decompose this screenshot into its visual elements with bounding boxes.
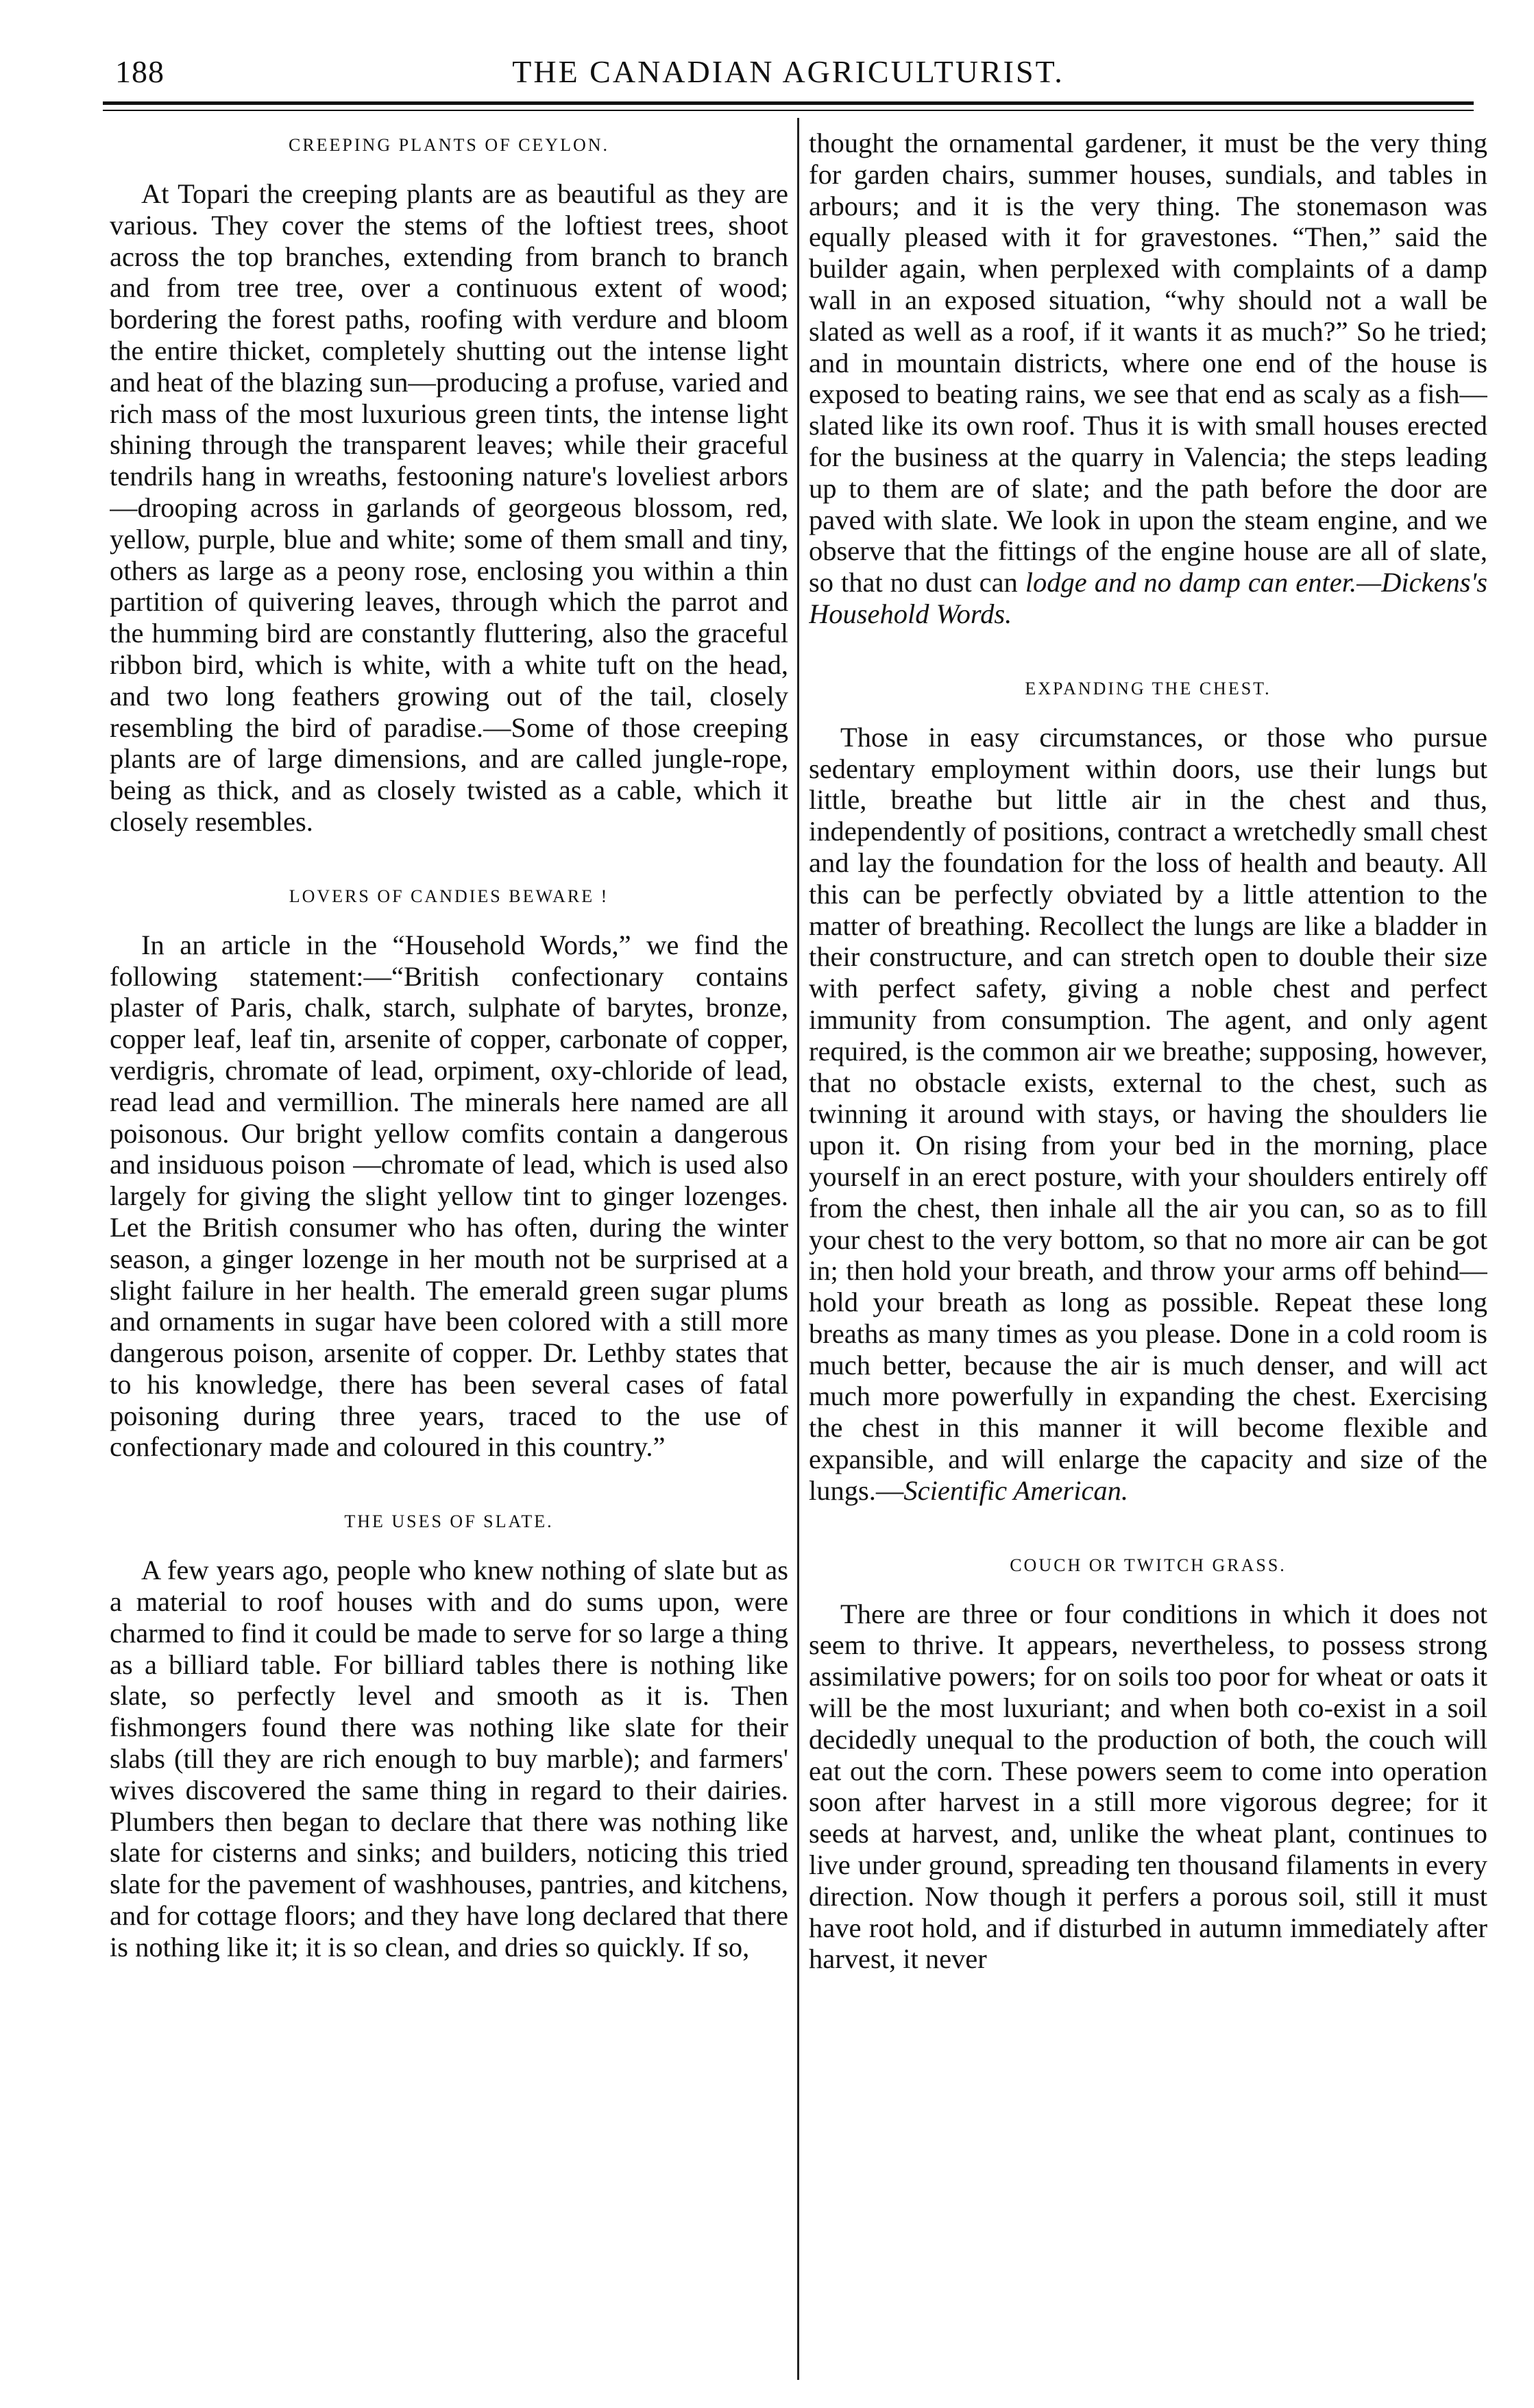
- page-header: [103, 48, 1474, 96]
- column-divider: [797, 118, 799, 2380]
- section-title-expanding-chest: EXPANDING THE CHEST.: [1025, 678, 1271, 698]
- page-number: 188: [115, 54, 165, 89]
- right-column: [809, 123, 1487, 2379]
- article-paragraph: In an article in the “Household Words,” we find the following statement:—“British confectionary contains plaster of Paris, chalk, starch, sulphate of barytes, bronze, copper leaf, leaf tin, arsenite of copper, carbonate of copper, verdigris, chromate of lead, orpiment, oxy-chloride of lead, read lead and vermillion. The minerals here named are all poisonous. Our bright yellow comfits contain a dangerous and insiduous poison —chromate of lead, which is used also largely for giving the slight yellow tint to ginger lozenges. Let the British consumer who has often, during the winter season, a ginger lozenge in her mouth not be surprised at a slight failure in her health. The emerald green sugar plums and ornaments in sugar have been colored with a still more dangerous poison, arsenite of copper. Dr. Lethby states that to his knowledge, there has been several cases of fatal poisoning during three years, traced to the use of confectionary made and coloured in this country.”: [110, 929, 788, 1463]
- header-rule-thin: [103, 110, 1474, 111]
- article-paragraph: [809, 722, 1487, 1507]
- article-text: thought the ornamental gardener, it must be the very thing for garden chairs, summer houses, sundials, and tables in arbours; and it is the very thing. The stonemason was equally pleased with it for gravestones. “Then,” said the builder again, when perplexed with complaints of a damp wall in an exposed situation, “why should not a wall be slated as well as a roof, if it wants it as much?” So he tried; and in mountain districts, where one end of the house is exposed to beating rains, we see that end as scaly as a fish—slated like its own roof. Thus it is with small houses erected for the business at the quarry in Valencia; the steps leading up to them are of slate; and the path before the door are paved with slate. We look in upon the steam engine, and we observe that the fittings of the engine house are all of slate, so that no dust can: [809, 127, 1487, 598]
- article-paragraph-continued: [809, 127, 1487, 630]
- section-title-lovers-of-candies: LOVERS OF CANDIES BEWARE !: [289, 886, 609, 906]
- article-citation: lodge and no damp can enter.—Dickens's Household Words.: [809, 567, 1487, 629]
- section-title-creeping-plants: CREEPING PLANTS OF CEYLON.: [288, 135, 610, 155]
- article-paragraph: A few years ago, people who knew nothing of slate but as a material to roof houses with and do sums upon, were charmed to find it could be made to serve for so large a thing as a billiard table. For billiard tables there is nothing like slate, so perfectly level and smooth as it is. Then fishmongers found there was nothing like slate for their slabs (till they are rich enough to buy marble); and farmers' wives discovered the same thing in regard to their dairies. Plumbers then began to declare that there was nothing like slate for cisterns and sinks; and builders, noticing this tried slate for the pavement of washhouses, pantries, and kitchens, and for cottage floors; and they have long declared that there is nothing like it; it is so clean, and dries so quickly. If so,: [110, 1555, 788, 1962]
- article-text: Those in easy circumstances, or those who pursue sedentary employment within doors, use their lungs but little, breathe but little air in the chest and thus, independently of positions, contract a wretchedly small chest and lay the foundation for the loss of health and beauty. All this can be perfectly obviated by a little attention to the matter of breathing. Recollect the lungs are like a bladder in their constructure, and can stretch open to double their size with perfect safety, giving a noble chest and perfect immunity from consumption. The agent, and only agent required, is the common air we breathe; supposing, however, that no obstacle exists, external to the chest, such as twinning it around with stays, or having the shoulders lie upon it. On rising from your bed in the morning, place yourself in an erect posture, with your shoulders entirely off from the chest, then inhale all the air you can, so as to fill your chest to the very bottom, so that no more air can be got in; then hold your breath, and throw your arms off behind—hold your breath as long as possible. Repeat these long breaths as many times as you please. Done in a cold room is much better, because the air is much denser, and will act much more powerfully in expanding the chest. Exercising the chest in this manner it will become flexible and expansible, and will enlarge the capacity and size of the lungs.—: [809, 721, 1487, 1506]
- header-rule-thick: [103, 101, 1474, 105]
- left-column: [110, 123, 788, 2379]
- article-citation: Scientific American.: [903, 1474, 1129, 1506]
- section-title-couch-grass: COUCH OR TWITCH GRASS.: [1010, 1555, 1287, 1575]
- article-paragraph: There are three or four conditions in which it does not seem to thrive. It appears, nevertheless, to possess strong assimilative powers; for on soils too poor for wheat or oats it will be the most luxuriant; and when both co-exist in a soil decidedly unequal to the production of both, the couch will eat out the corn. These powers seem to come into operation soon after harvest in a still more vigorous degree; for it seeds at harvest, and, unlike the wheat plant, continues to live under ground, spreading ten thousand filaments in every direction. Now though it perfers a porous soil, still it must have root hold, and if disturbed in autumn immediately after harvest, it never: [809, 1598, 1487, 1975]
- running-title: THE CANADIAN AGRICULTURIST.: [512, 54, 1064, 89]
- section-title-uses-of-slate: THE USES OF SLATE.: [344, 1511, 554, 1532]
- article-paragraph: At Topari the creeping plants are as beautiful as they are various. They cover the stems of the loftiest trees, shoot across the top branches, extending from branch to branch and from tree tree, over a continuous extent of wood; bordering the forest paths, roofing with verdure and bloom the entire thicket, completely shutting out the intense light and heat of the blazing sun—producing a profuse, varied and rich mass of the most luxurious green tints, the intense light shining through the transparent leaves; while their graceful tendrils hang in wreaths, festooning nature's loveliest arbors—drooping across in garlands of georgeous blossom, red, yellow, purple, blue and white; some of them small and tiny, others as large as a peony rose, enclosing you within a thin partition of quivering leaves, through which the parrot and the humming bird are constantly fluttering, also the graceful ribbon bird, which is white, with a white tuft on the head, and two long feathers growing out of the tail, closely resembling the bird of paradise.—Some of those creeping plants are of large dimensions, and are called jungle-rope, being as thick, and as closely twisted as a cable, which it closely resembles.: [110, 178, 788, 837]
